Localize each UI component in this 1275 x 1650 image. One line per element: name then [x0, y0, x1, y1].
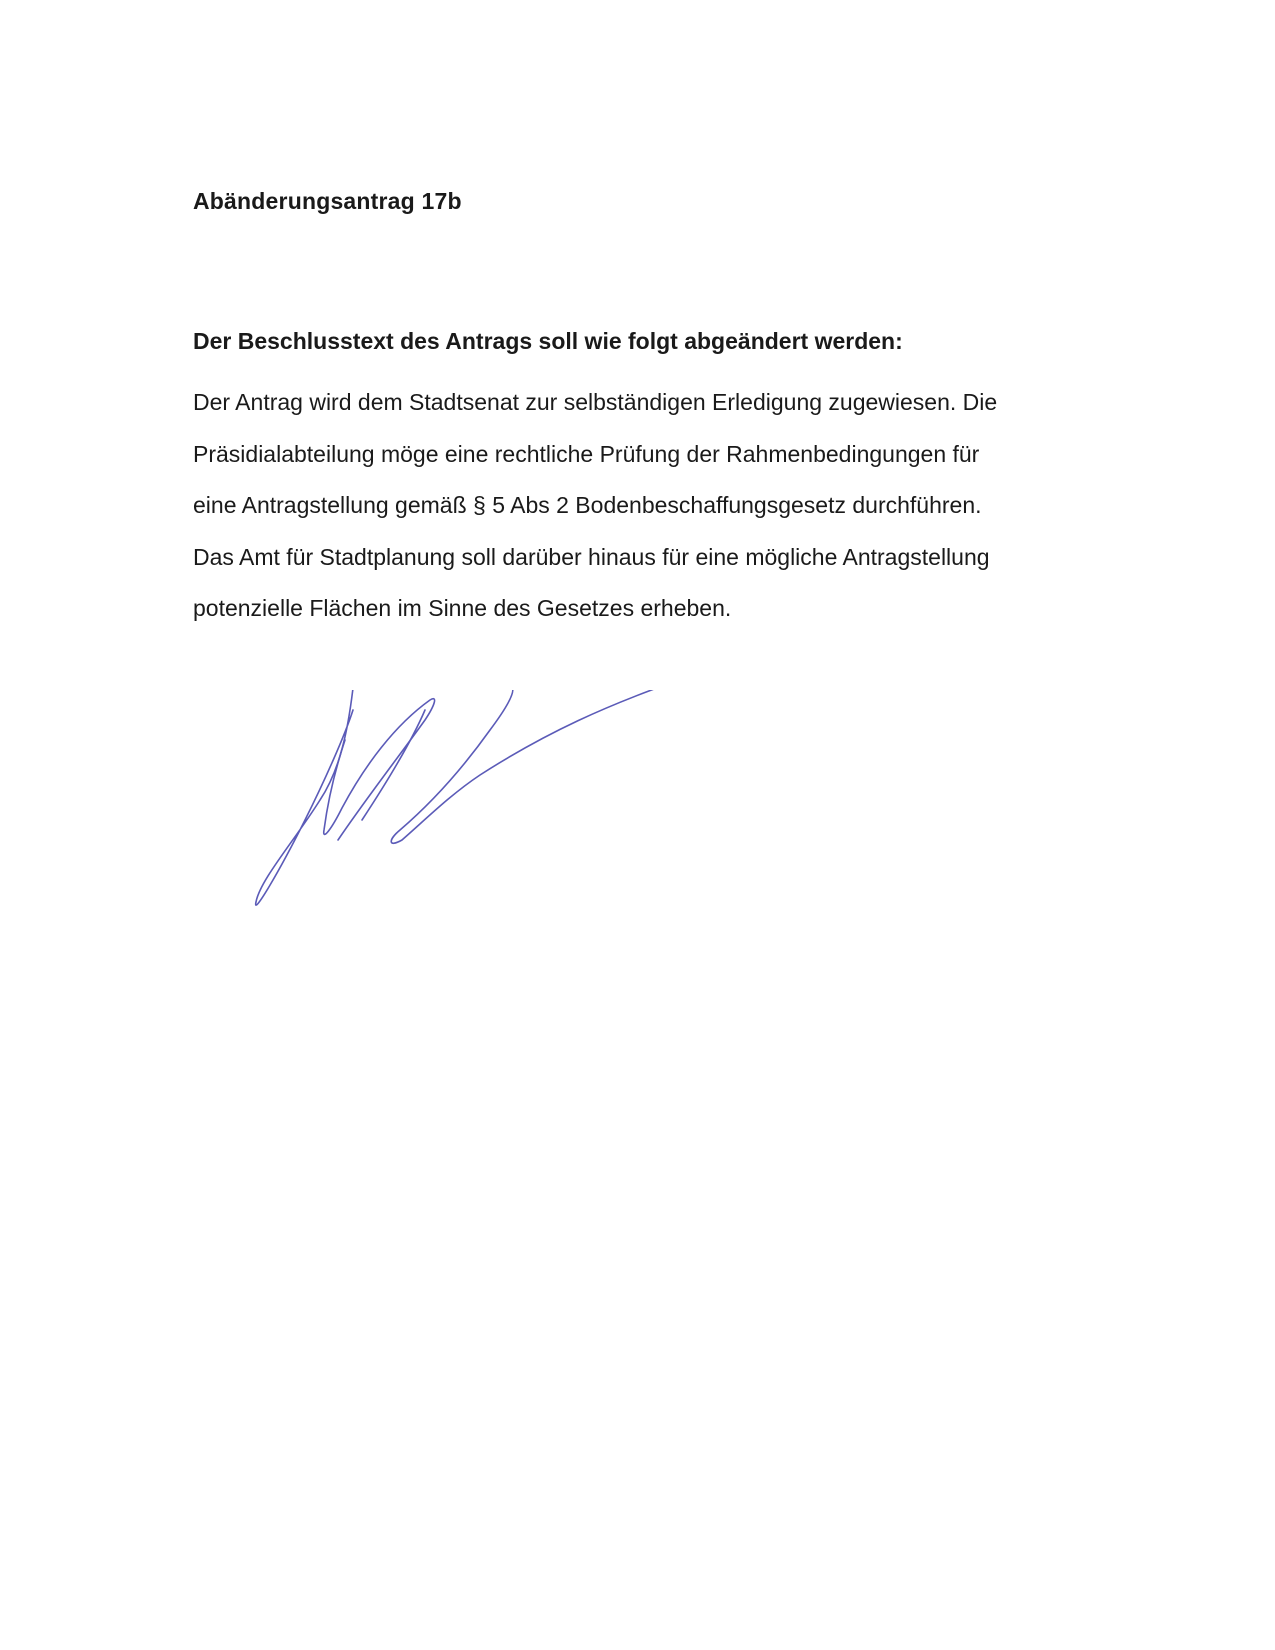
body-line: eine Antragstellung gemäß § 5 Abs 2 Bodenbeschaffungsgesetz durchführen. — [193, 492, 982, 518]
handwritten-signature-icon — [250, 690, 710, 950]
body-line: Präsidialabteilung möge eine rechtliche Prüfung der Rahmenbedingungen für — [193, 440, 980, 467]
body-line: Das Amt für Stadtplanung soll darüber hinaus für eine mögliche Antragstellung — [193, 543, 990, 570]
body-paragraph — [193, 388, 1093, 646]
section-heading: Der Beschlusstext des Antrags soll wie folgt abgeändert werden: — [193, 328, 903, 354]
body-line: Der Antrag wird dem Stadtsenat zur selbständigen Erledigung zugewiesen. Die — [193, 389, 998, 415]
document-title: Abänderungsantrag 17b — [193, 188, 462, 214]
body-line: potenzielle Flächen im Sinne des Gesetzes erheben. — [193, 595, 732, 621]
